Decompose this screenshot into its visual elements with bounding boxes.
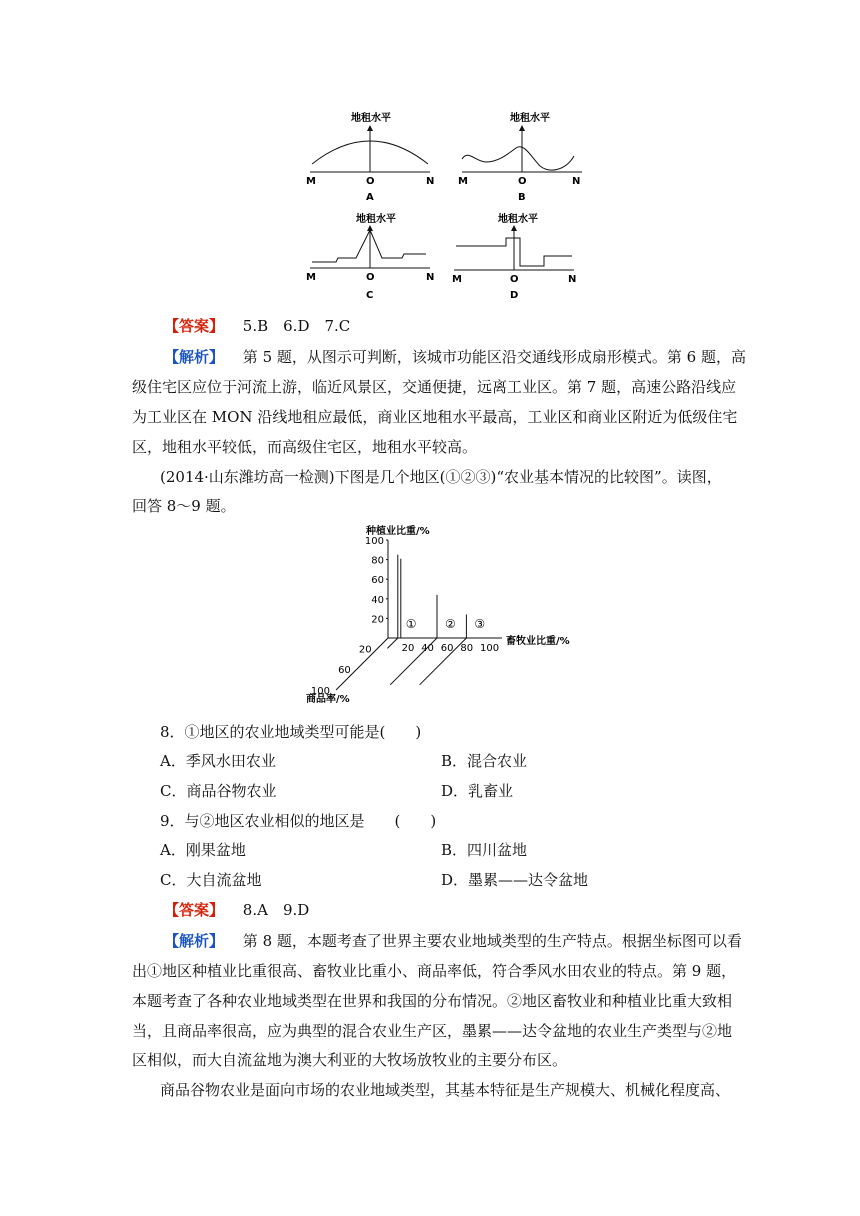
analysis-tag: 【解析】 bbox=[164, 932, 225, 950]
question-8-option-c[interactable]: C．商品谷物农业 bbox=[160, 782, 277, 800]
question-9-option-b[interactable]: B．四川盆地 bbox=[441, 841, 528, 859]
graph-c-m: M bbox=[306, 272, 316, 283]
graph-b bbox=[458, 111, 582, 203]
graph-c bbox=[306, 212, 434, 301]
graph-d-caption: D bbox=[510, 290, 519, 301]
z-tick-label: 20 bbox=[358, 644, 372, 656]
commodity-line-1 bbox=[387, 638, 397, 648]
graph-a-o: O bbox=[366, 176, 375, 187]
graph-c-curve bbox=[312, 230, 426, 262]
y-tick-label: 60 bbox=[371, 575, 384, 587]
analysis-8-9-line-3: 本题考查了各种农业地域类型在世界和我国的分布情况。②地区畜牧业和种植业比重大致相 bbox=[132, 992, 733, 1010]
graph-a-m: M bbox=[306, 176, 316, 187]
region-label-3: ③ bbox=[474, 617, 486, 631]
analysis-5-7-line-2: 级住宅区应位于河流上游，临近风景区，交通便捷，远离工业区。第 7 题，高速公路沿线应 bbox=[132, 378, 737, 396]
graph-b-y-label: 地租水平 bbox=[510, 113, 550, 124]
z-axis-label: 商品率/% bbox=[306, 694, 350, 705]
x-tick-label: 40 bbox=[421, 643, 434, 654]
graph-c-y-label: 地租水平 bbox=[356, 214, 396, 225]
analysis-8-9-line-5: 区相似，而大自流盆地为澳大利亚的大牧场放牧业的主要分布区。 bbox=[132, 1051, 568, 1069]
answer-tag: 【答案】 bbox=[164, 901, 225, 919]
x-tick-label: 60 bbox=[440, 643, 454, 654]
answer-tag: 【答案】 bbox=[164, 317, 225, 335]
graph-a bbox=[306, 111, 434, 203]
y-axis-label: 种植业比重/% bbox=[366, 526, 430, 537]
closing-paragraph: 商品谷物农业是面向市场的农业地域类型，其基本特征是生产规模大、机械化程度高、 bbox=[160, 1081, 731, 1099]
graph-d-n: N bbox=[568, 274, 577, 285]
question-9-option-a[interactable]: A．刚果盆地 bbox=[160, 841, 246, 859]
graph-b-n: N bbox=[572, 176, 581, 187]
region-label-1: ① bbox=[405, 617, 417, 631]
answer-text: 8.A 9.D bbox=[242, 901, 310, 919]
graph-d-m: M bbox=[452, 274, 462, 285]
z-tick-label: 60 bbox=[338, 665, 351, 677]
graph-b-curve bbox=[462, 147, 574, 170]
agriculture-comparison-chart bbox=[300, 518, 600, 708]
answer-text: 5.B 6.D 7.C bbox=[242, 317, 351, 335]
intro-line-1: (2014·山东潍坊高一检测)下图是几个地区(①②③)“农业基本情况的比较图”。读图， bbox=[160, 468, 722, 486]
y-tick-label: 100 bbox=[364, 536, 384, 547]
graph-a-n: N bbox=[426, 176, 435, 187]
graph-a-caption: A bbox=[366, 192, 374, 203]
x-tick-label: 20 bbox=[401, 643, 415, 654]
graph-c-n: N bbox=[426, 272, 435, 283]
y-tick-label: 20 bbox=[371, 614, 384, 626]
intro-line-2: 回答 8～9 题。 bbox=[132, 497, 236, 515]
analysis-5-7-line-4: 区，地租水平较低，而高级住宅区，地租水平较高。 bbox=[132, 438, 478, 456]
region-label-2: ② bbox=[445, 617, 456, 631]
graph-d-o: O bbox=[510, 274, 519, 285]
question-9-option-c[interactable]: C．大自流盆地 bbox=[160, 871, 262, 889]
graph-b-o: O bbox=[518, 176, 527, 187]
analysis-tag: 【解析】 bbox=[164, 348, 225, 366]
z-tick-label: 100 bbox=[310, 686, 330, 697]
graph-d bbox=[452, 212, 576, 301]
analysis-8-9-line-2: 出①地区种植业比重很高、畜牧业比重小、商品率低，符合季风水田农业的特点。第 9 题， bbox=[132, 962, 737, 980]
answer-5-7 bbox=[164, 316, 350, 336]
analysis-8-9-line-4: 当，且商品率很高，应为典型的混合农业生产区，墨累——达令盆地的农业生产类型与②地 bbox=[132, 1022, 733, 1040]
y-tick-label: 40 bbox=[371, 594, 384, 606]
question-8-option-b[interactable]: B．混合农业 bbox=[441, 752, 528, 770]
graph-b-m: M bbox=[458, 176, 468, 187]
graph-d-y-label: 地租水平 bbox=[498, 214, 538, 225]
analysis-5-7-line-1: 【解析】 第 5 题，从图示可判断，该城市功能区沿交通线形成扇形模式。第 6 题，高 bbox=[164, 348, 746, 366]
y-tick-label: 80 bbox=[371, 555, 384, 567]
question-8-option-d[interactable]: D．乳畜业 bbox=[441, 782, 514, 800]
rent-level-graphs bbox=[296, 104, 586, 310]
graph-a-y-label: 地租水平 bbox=[351, 113, 391, 124]
analysis-8-9-line-1: 【解析】 第 8 题，本题考查了世界主要农业地域类型的生产特点。根据坐标图可以看 bbox=[164, 932, 742, 950]
graph-b-caption: B bbox=[518, 192, 526, 203]
x-tick-label: 100 bbox=[480, 643, 500, 654]
graph-c-o: O bbox=[366, 272, 375, 283]
question-8-option-a[interactable]: A．季风水田农业 bbox=[160, 752, 276, 770]
question-9-option-d[interactable]: D．墨累——达令盆地 bbox=[441, 871, 589, 889]
x-axis-label: 畜牧业比重/% bbox=[506, 636, 570, 647]
x-tick-label: 80 bbox=[460, 643, 474, 654]
question-9-stem: 9．与②地区农业相似的地区是 ( ) bbox=[160, 812, 437, 830]
analysis-5-7-line-3: 为工业区在 MON 沿线地租应最低，商业区地租水平最高，工业区和商业区附近为低级住宅 bbox=[132, 408, 738, 426]
graph-c-caption: C bbox=[366, 290, 374, 301]
question-8-stem: 8．①地区的农业地域类型可能是( ) bbox=[160, 723, 422, 741]
answer-8-9 bbox=[164, 900, 309, 920]
